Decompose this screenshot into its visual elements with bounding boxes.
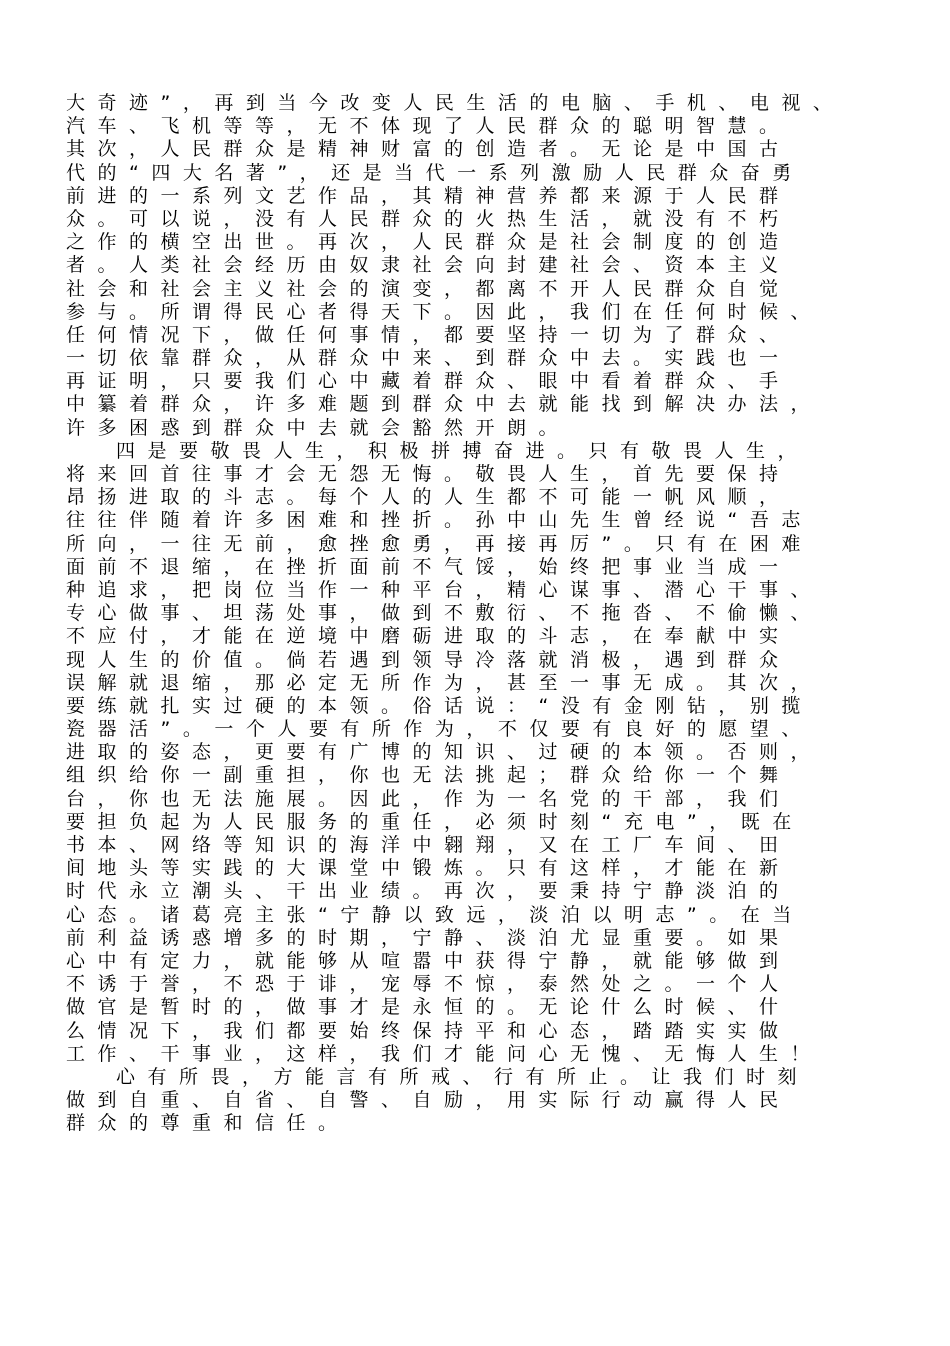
text-line: 书本、网络等知识的海洋中翱翔，又在工厂车间、田 (66, 834, 791, 856)
text-line: 不诱于誉，不恐于诽，宠辱不惊，泰然处之。一个人 (66, 973, 791, 996)
text-line: 现人生的价值。倘若遇到领导冷落就消极，遇到群众 (66, 648, 791, 671)
text-line: 往往伴随着许多困难和挫折。孙中山先生曾经说“吾志 (66, 509, 813, 532)
text-line: 间地头等实践的大课堂中锻炼。只有这样，才能在新 (66, 857, 791, 880)
text-line: 台，你也无法施展。因此，作为一名党的干部，我们 (66, 787, 791, 810)
text-line: 大奇迹”，再到当今改变人民生活的电脑、手机、电视、 (66, 92, 845, 114)
paragraph-start-line: 心有所畏，方能言有所戒、行有所止。让我们时刻 (116, 1065, 810, 1088)
text-line: 代的“四大名著”，还是当代一系列激励人民群众奋勇 (66, 161, 804, 184)
text-line: 所向，一往无前，愈挫愈勇，再接再厉”。只有在困难 (66, 532, 813, 555)
text-line: 工作、干事业，这样，我们才能问心无愧、无悔人生！ (66, 1042, 823, 1065)
text-line: 做到自重、自省、自警、自励，用实际行动赢得人民 (66, 1089, 791, 1112)
paragraph-start-line: 四是要敬畏人生，积极拼搏奋进。只有敬畏人生， (116, 439, 810, 462)
text-line: 种追求，把岗位当作一种平台，精心谋事、潜心干事、 (66, 578, 823, 601)
text-line: 社会和社会主义社会的演变，都离不开人民群众自觉 (66, 277, 791, 300)
text-line: 么情况下，我们都要始终保持平和心态，踏踏实实做 (66, 1019, 791, 1042)
text-line: 许多困惑到群众中去就会豁然开朗。 (66, 416, 571, 439)
text-line: 不应付，才能在逆境中磨砺进取的斗志，在奉献中实 (66, 625, 791, 648)
text-line: 面前不退缩，在挫折面前不气馁，始终把事业当成一 (66, 555, 791, 578)
text-line: 昂扬进取的斗志。每个人的人生都不可能一帆风顺， (66, 486, 791, 509)
text-line: 再证明，只要我们心中藏着群众、眼中看着群众、手 (66, 370, 791, 393)
text-line: 群众的尊重和信任。 (66, 1112, 350, 1135)
text-line: 者。人类社会经历由奴隶社会向封建社会、资本主义 (66, 254, 791, 277)
text-line: 要担负起为人民服务的重任，必须时刻“充电”，既在 (66, 810, 804, 833)
text-line: 前利益诱惑增多的时期，宁静、淡泊尤显重要。如果 (66, 926, 791, 949)
text-line: 做官是暂时的，做事才是永恒的。无论什么时候、什 (66, 996, 791, 1019)
text-line: 专心做事、坦荡处事，做到不敷衍、不拖沓、不偷懒、 (66, 602, 823, 625)
text-line: 组织给你一副重担，你也无法挑起；群众给你一个舞 (66, 764, 791, 787)
text-line: 瓷器活”。一个人要有所作为，不仅要有良好的愿望、 (66, 718, 813, 741)
text-line: 一切依靠群众，从群众中来、到群众中去。实践也一 (66, 347, 791, 370)
text-line: 中纂着群众，许多难题到群众中去就能找到解决办法， (66, 393, 823, 416)
text-line: 误解就退缩，那必定无所作为，甚至一事无成。其次， (66, 671, 823, 694)
text-line: 众。可以说，没有人民群众的火热生活，就没有不朽 (66, 207, 791, 230)
text-line: 时代永立潮头、干出业绩。再次，要秉持宁静淡泊的 (66, 880, 791, 903)
text-line: 将来回首往事才会无怨无悔。敬畏人生，首先要保持 (66, 463, 791, 485)
text-line: 汽车、飞机等等，无不体现了人民群众的聪明智慧。 (66, 115, 791, 138)
text-line: 心中有定力，就能够从喧嚣中获得宁静，就能够做到 (66, 949, 791, 972)
text-line: 任何情况下，做任何事情，都要坚持一切为了群众、 (66, 323, 791, 346)
body-text (66, 92, 906, 1135)
text-line: 前进的一系列文艺作品，其精神营养都来源于人民群 (66, 184, 791, 207)
text-line: 其次，人民群众是精神财富的创造者。无论是中国古 (66, 138, 791, 161)
text-line: 进取的姿态，更要有广博的知识、过硬的本领。否则， (66, 741, 823, 764)
text-line: 要练就扎实过硬的本领。俗话说：“没有金刚钻，别揽 (66, 694, 813, 717)
text-line: 参与。所谓得民心者得天下。因此，我们在任何时候、 (66, 300, 823, 323)
text-line: 之作的横空出世。再次，人民群众是社会制度的创造 (66, 231, 791, 254)
text-line: 心态。诸葛亮主张“宁静以致远，淡泊以明志”。在当 (66, 903, 804, 926)
